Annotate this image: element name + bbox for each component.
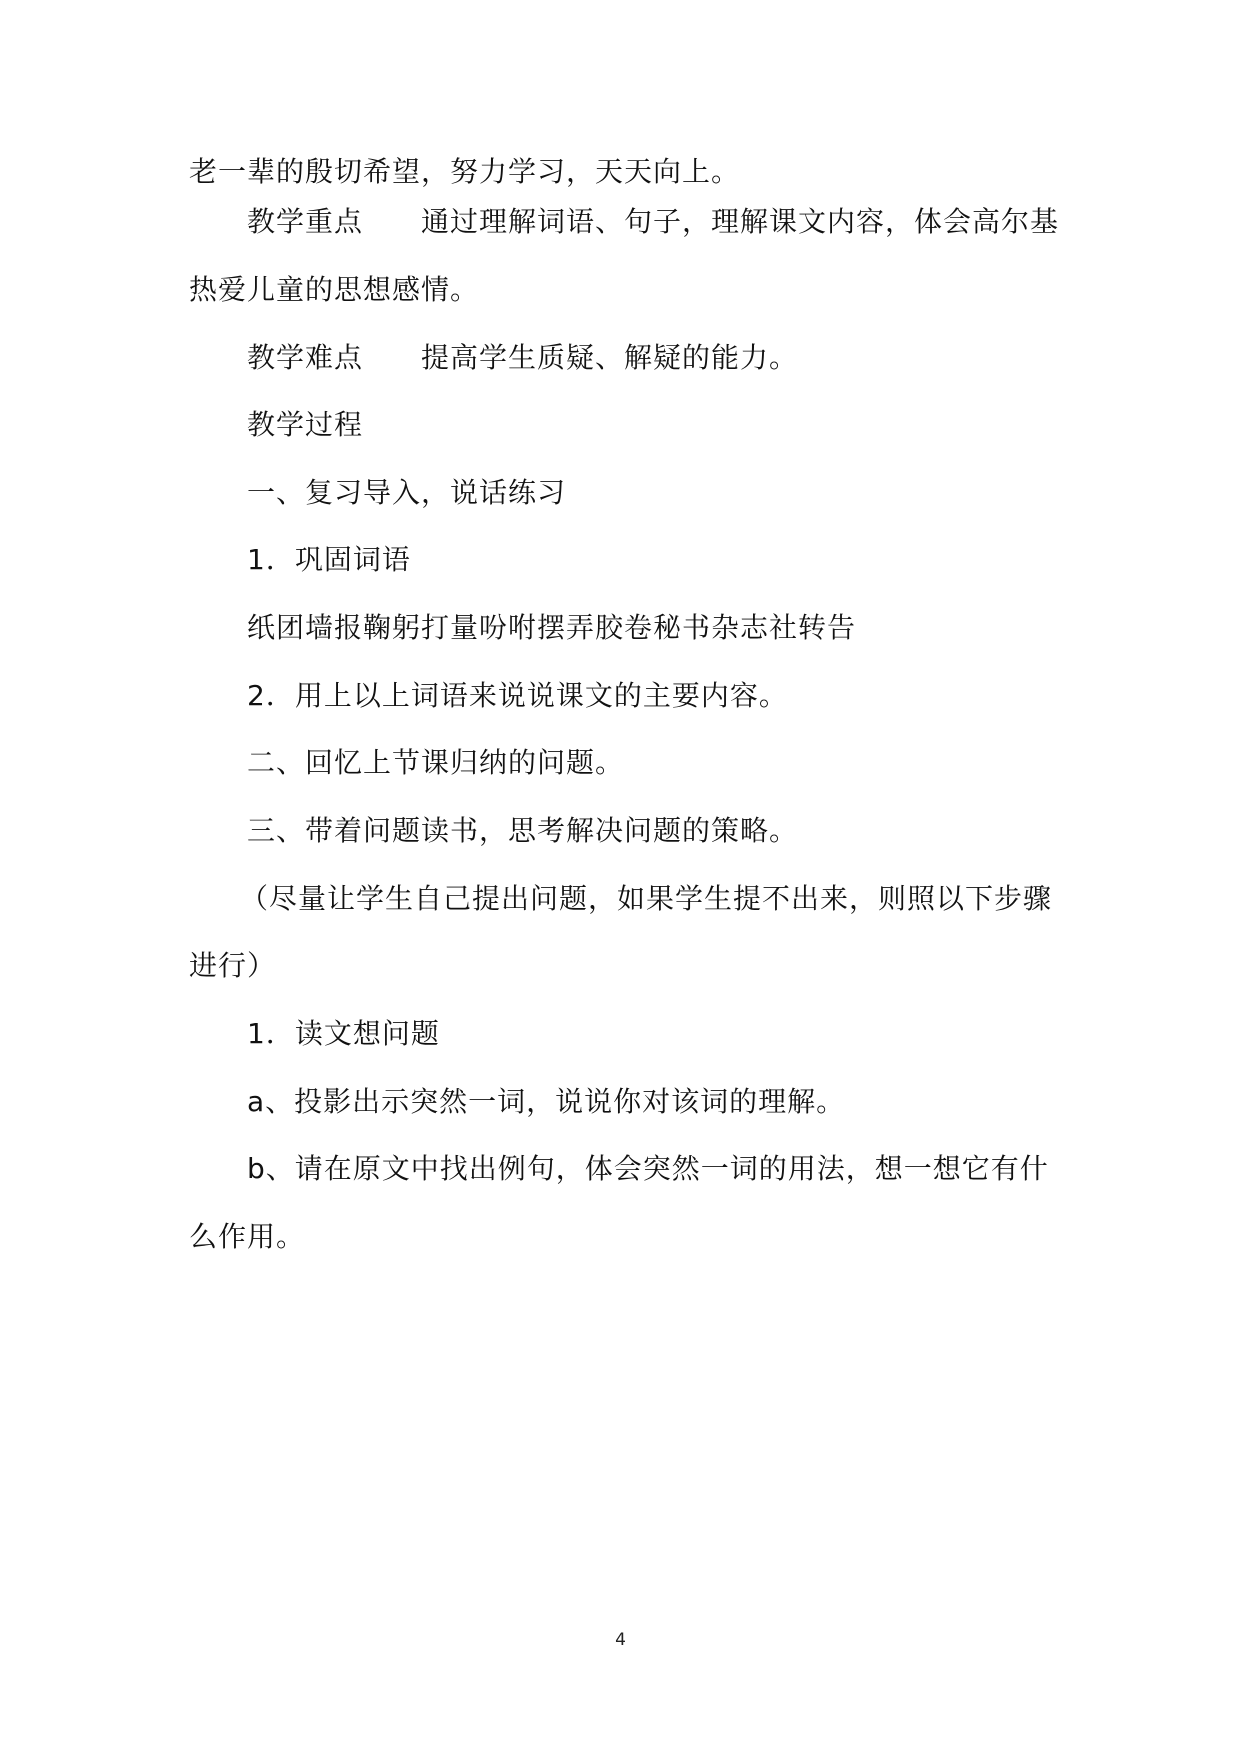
list-item: 1．读文想问题 bbox=[247, 1017, 440, 1050]
section-heading: 三、带着问题读书，思考解决问题的策略。 bbox=[247, 814, 799, 847]
section-heading: 一、复习导入，说话练习 bbox=[247, 476, 567, 509]
vocabulary-line: 纸团墙报鞠躬打量吩咐摆弄胶卷秘书杂志社转告 bbox=[247, 611, 857, 644]
teaching-focus-line: 教学重点 通过理解词语、句子，理解课文内容，体会高尔基 bbox=[247, 205, 1060, 238]
paragraph-line: 老一辈的殷切希望，努力学习，天天向上。 bbox=[189, 155, 741, 188]
paragraph-line: 么作用。 bbox=[189, 1220, 306, 1253]
paragraph-line: 热爱儿童的思想感情。 bbox=[189, 273, 480, 306]
teaching-difficulty-line: 教学难点 提高学生质疑、解疑的能力。 bbox=[247, 341, 799, 374]
list-item: 1．巩固词语 bbox=[247, 543, 411, 576]
paragraph-line: 进行） bbox=[189, 949, 277, 982]
section-heading: 二、回忆上节课归纳的问题。 bbox=[247, 746, 625, 779]
page-number: 4 bbox=[615, 1630, 626, 1650]
list-item: a、投影出示突然一词，说说你对该词的理解。 bbox=[247, 1085, 846, 1118]
list-item: b、请在原文中找出例句，体会突然一词的用法，想一想它有什 bbox=[247, 1152, 1049, 1185]
list-item: 2．用上以上词语来说说课文的主要内容。 bbox=[247, 679, 788, 712]
section-heading: 教学过程 bbox=[247, 408, 364, 441]
paragraph-line: （尽量让学生自己提出问题，如果学生提不出来，则照以下步骤 bbox=[240, 882, 1053, 915]
